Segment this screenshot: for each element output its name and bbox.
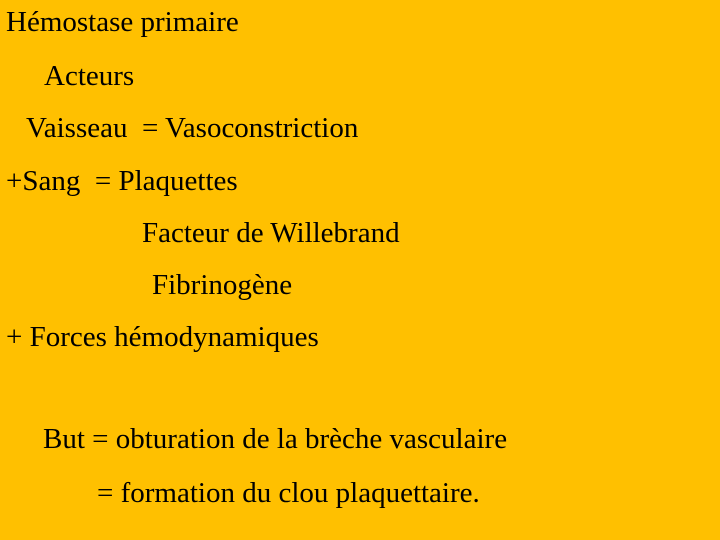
goal-line: But = obturation de la brèche vasculaire [43, 423, 508, 455]
willebrand-line: Facteur de Willebrand [142, 217, 400, 249]
hemodynamic-forces-line: + Forces hémodynamiques [6, 321, 319, 353]
blood-line: +Sang = Plaquettes [6, 165, 238, 197]
actors-heading: Acteurs [44, 60, 135, 92]
vessel-line: Vaisseau = Vasoconstriction [26, 112, 359, 144]
slide-title: Hémostase primaire [6, 6, 239, 38]
goal-continuation-line: = formation du clou plaquettaire. [97, 477, 480, 509]
fibrinogen-line: Fibrinogène [152, 269, 293, 301]
